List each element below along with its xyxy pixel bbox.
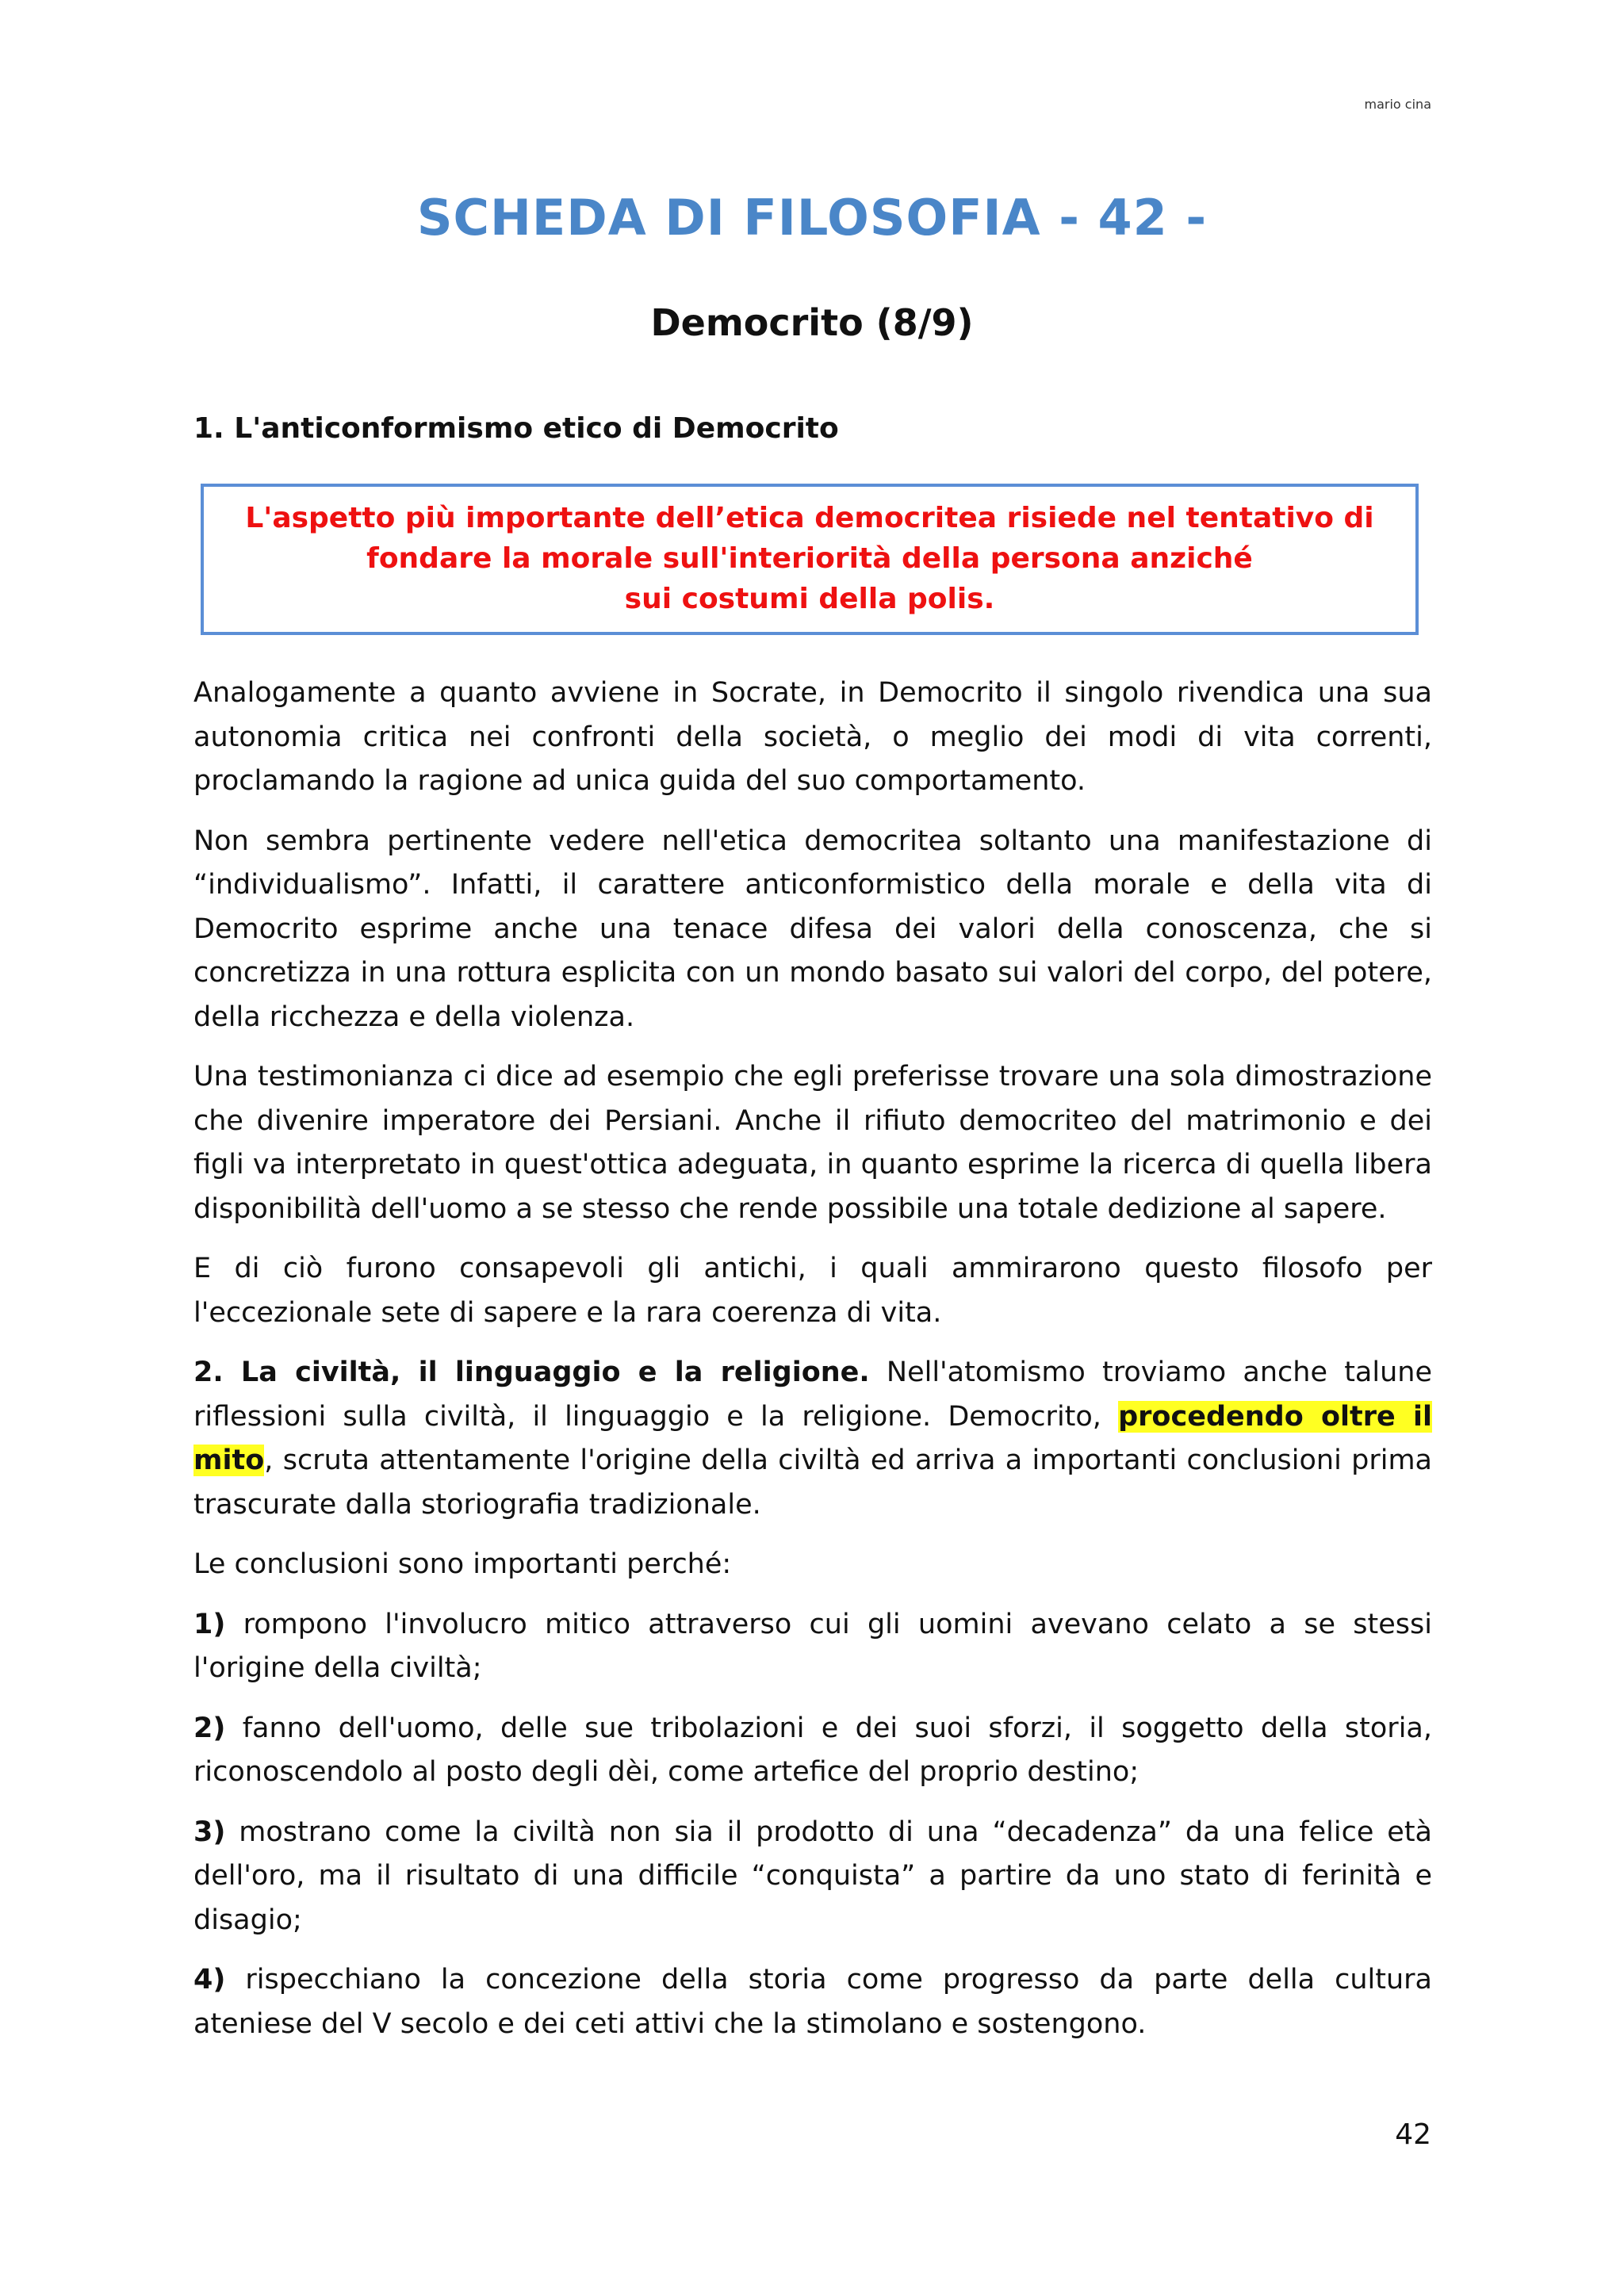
highlighted-phrase: procedendo oltre il mito <box>193 1400 1432 1476</box>
list-item <box>193 1811 1432 1943</box>
key-idea-callout <box>201 484 1419 635</box>
callout-line: sui costumi della polis. <box>624 583 995 615</box>
paragraph: Una testimonianza ci dice ad esempio che egli preferisse trovare una sola dimostrazione che divenire imperatore dei Persiani. Anche il rifiuto democriteo del matrimonio e dei figli va interpretato in quest'ottica adeguata, in quanto esprime la ricerca di quella libera disponibilità dell'uomo a se stesso che rende possibile una totale dedizione al sapere. <box>193 1061 1432 1225</box>
document-body <box>193 406 1432 2062</box>
page-subtitle: Democrito (8/9) <box>650 301 974 344</box>
page-title: SCHEDA DI FILOSOFIA - 42 - <box>416 189 1208 247</box>
list-item-number: 3) <box>193 1816 226 1848</box>
list-item-text: rispecchiano la concezione della storia come progresso da parte della cultura ateniese del V secolo e dei ceti attivi che la stimolano e sostengono. <box>193 1964 1432 2040</box>
page-number: 42 <box>1395 2118 1431 2151</box>
list-item <box>193 1958 1432 2046</box>
callout-line: fondare la morale sull'interiorità della persona anziché <box>366 542 1253 575</box>
list-item-text: fanno dell'uomo, delle sue tribolazioni e dei suoi sforzi, il soggetto della storia, riconoscendolo al posto degli dèi, come artefice del proprio destino; <box>193 1712 1432 1788</box>
section-2-heading: 2. La civiltà, il linguaggio e la religione. <box>193 1357 870 1388</box>
list-intro: Le conclusioni sono importanti perché: <box>193 1548 732 1580</box>
section-2-paragraph <box>193 1351 1432 1527</box>
list-item <box>193 1603 1432 1691</box>
callout-line: L'aspetto più importante dell’etica democritea risiede nel tentativo di <box>245 502 1374 534</box>
list-item-number: 2) <box>193 1712 226 1744</box>
list-item-text: mostrano come la civiltà non sia il prodotto di una “decadenza” da una felice età dell'oro, ma il risultato di una difficile “conquista” a partire da uno stato di ferinità e disagio; <box>193 1816 1432 1936</box>
list-item-number: 4) <box>193 1964 226 1996</box>
list-item-number: 1) <box>193 1608 226 1640</box>
section-1-heading: 1. L'anticonformismo etico di Democrito <box>193 412 839 445</box>
list-item-text: rompono l'involucro mitico attraverso cui gli uomini avevano celato a se stessi l'origine della civiltà; <box>193 1608 1432 1684</box>
paragraph: E di ciò furono consapevoli gli antichi, i quali ammirarono questo filosofo per l'eccezionale sete di sapere e la rara coerenza di vita. <box>193 1253 1432 1329</box>
list-item <box>193 1707 1432 1795</box>
author-name: mario cina <box>1364 97 1431 112</box>
paragraph: Non sembra pertinente vedere nell'etica democritea soltanto una manifestazione di “individualismo”. Infatti, il carattere anticonformistico della morale e della vita di Democrito esprime anche una tenace difesa dei valori della conoscenza, che si concretizza in una rottura esplicita con un mondo basato sui valori del corpo, del potere, della ricchezza e della violenza. <box>193 825 1432 1033</box>
paragraph-text: , scruta attentamente l'origine della civiltà ed arriva a importanti conclusioni prima trascurate dalla storiografia tradizionale. <box>193 1445 1432 1521</box>
paragraph-text: Nell'atomismo troviamo anche talune riflessioni sulla civiltà, il linguaggio e la religione. Democrito, <box>193 1357 1432 1433</box>
paragraph: Analogamente a quanto avviene in Socrate, in Democrito il singolo rivendica una sua autonomia critica nei confronti della società, o meglio dei modi di vita correnti, proclamando la ragione ad unica guida del suo comportamento. <box>193 677 1432 797</box>
